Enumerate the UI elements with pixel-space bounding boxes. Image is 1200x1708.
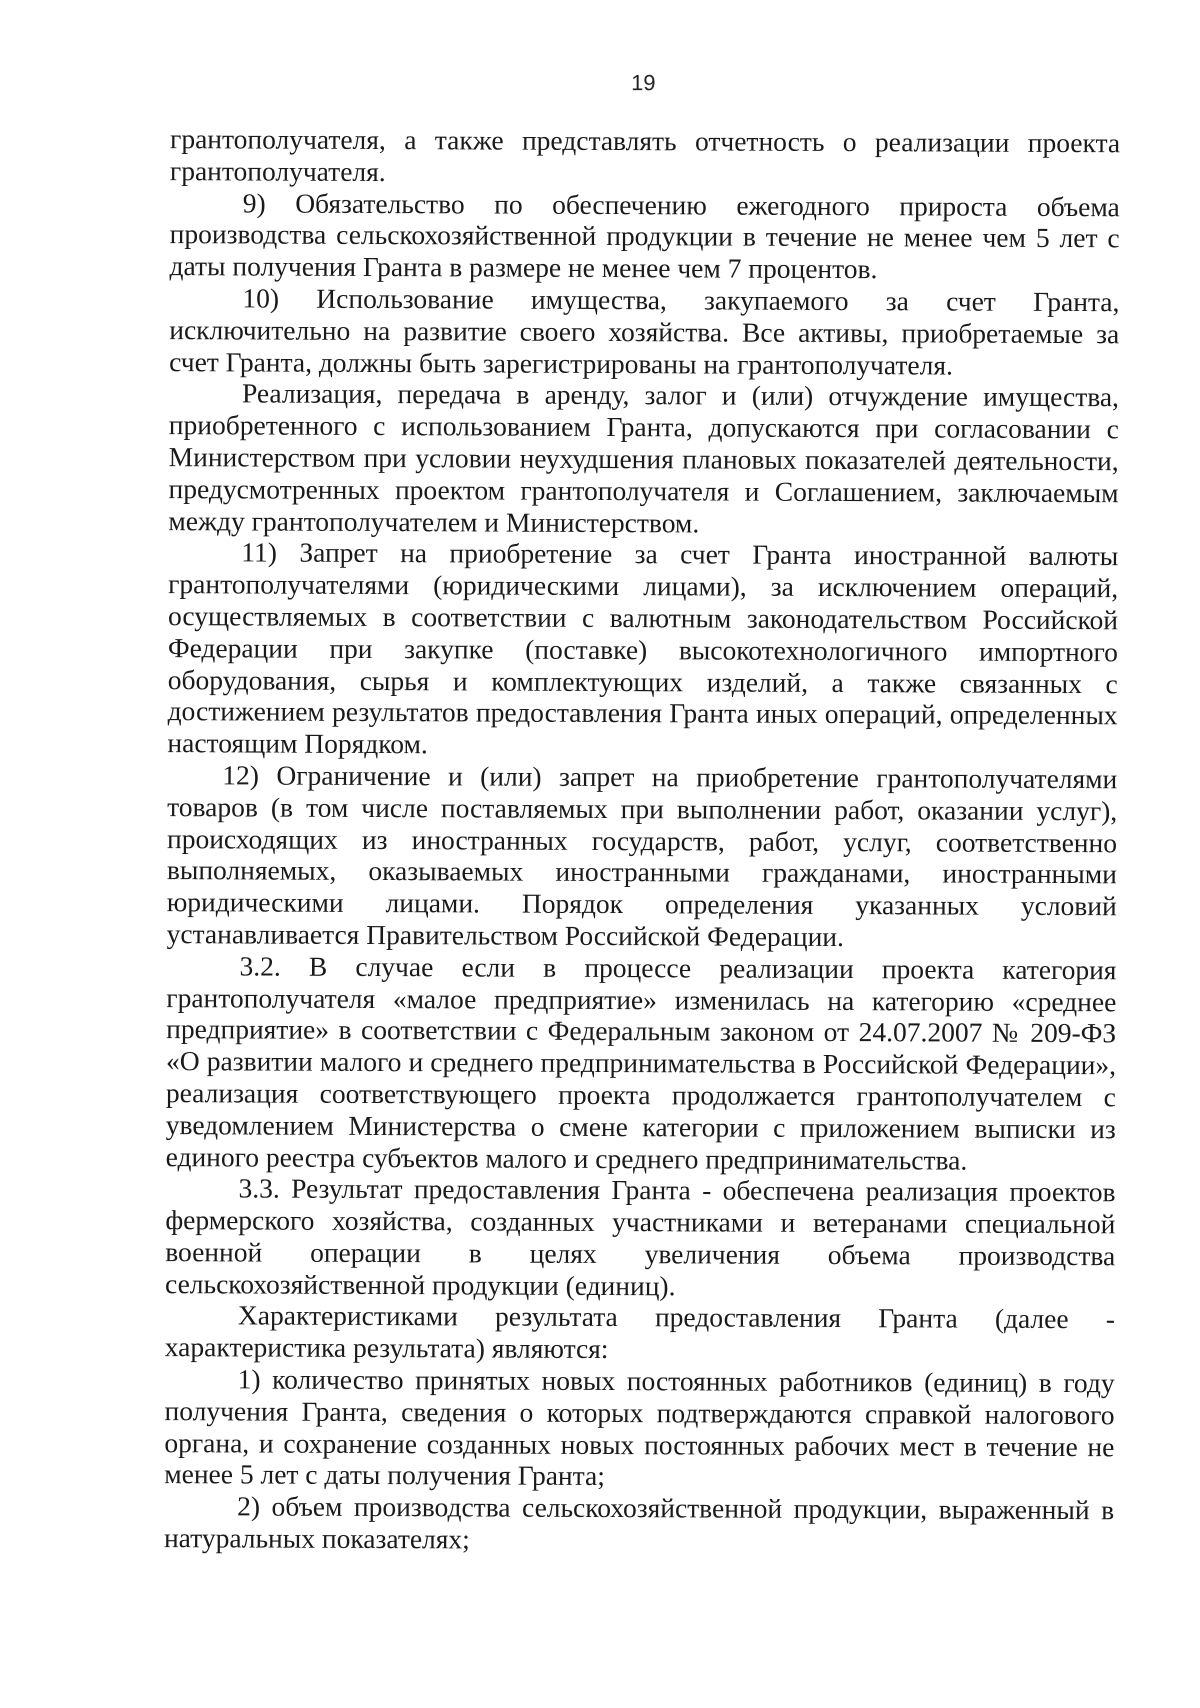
paragraph-characteristic-2: 2) объем производства сельскохозяйственной продукции, выраженный в натуральных показателях; <box>163 1490 1115 1555</box>
paragraph-section-3-2: 3.2. В случае если в процессе реализации проекта категория грантополучателя «малое предприятие» изменилась на категорию «среднее предприятие» в соответствии с Федеральным законом от 24.07.2007 № 209-ФЗ «О развитии малого и среднего предпринимательства в Российской Федерации», реализация соответствующего проекта продолжается грантополучателем с уведомлением Министерства о смене категории с приложением выписки из единого реестра субъектов малого и среднего предпринимательства. <box>165 950 1117 1176</box>
paragraph-item-10: 10) Использование имущества, закупаемого за счет Гранта, исключительно на развитие своего хозяйства. Все активы, приобретаемые за счет Гранта, должны быть зарегистрированы на грантополучателя. <box>169 282 1120 381</box>
paragraph-characteristics: Характеристиками результата предоставления Гранта (далее - характеристика результата) являются: <box>164 1299 1116 1365</box>
paragraph-section-3-3: 3.3. Результат предоставления Гранта - обеспечена реализация проектов фермерского хозяйства, созданных участниками и ветеранами специальной военной операции в целях увеличения объема производства сельскохозяйственной продукции (единиц). <box>165 1172 1116 1302</box>
paragraph-item-9: 9) Обязательство по обеспечению ежегодного прироста объема производства сельскохозяйственной продукции в течение не менее чем 5 лет с даты получения Гранта в размере не менее чем 7 процентов. <box>169 187 1120 285</box>
paragraph-item-12: 12) Ограничение и (или) запрет на приобретение грантополучателями товаров (в том числе поставляемых при выполнении работ, оказании услуг), происходящих из иностранных государств, работ, услуг, соответственно выполняемых, оказываемых иностранными гражданами, иностранными юридическими лицами. Порядок определения указанных условий устанавливается Правительством Российской Федерации. <box>166 759 1118 952</box>
document-body <box>164 123 1120 1558</box>
paragraph-characteristic-1: 1) количество принятых новых постоянных работников (единиц) в году получения Гранта, сведения о которых подтверждаются справкой налогового органа, и сохранение созданных новых постоянных рабочих мест в течение не менее 5 лет с даты получения Гранта; <box>164 1363 1115 1492</box>
paragraph-continuation: грантополучателя, а также представлять отчетность о реализации проекта грантополучателя. <box>169 123 1121 187</box>
paragraph-item-11: 11) Запрет на приобретение за счет Гранта иностранной валюты грантополучателями (юридическими лицами), за исключением операций, осуществляемых в соответствии с валютным законодательством Российской Федерации при закупке (поставке) высокотехнологичного импортного оборудования, сырья и комплектующих изделий, а также связанных с достижением результатов предоставления Гранта иных операций, определенных настоящим Порядком. <box>167 536 1119 760</box>
paragraph-realization: Реализация, передача в аренду, залог и (или) отчуждение имущества, приобретенного с использованием Гранта, допускаются при согласовании с Министерством при условии неухудшения плановых показателей деятельности, предусмотренных проектом грантополучателя и Соглашением, заключаемым между грантополучателем и Министерством. <box>168 377 1120 538</box>
page-number: 19 <box>631 70 656 96</box>
